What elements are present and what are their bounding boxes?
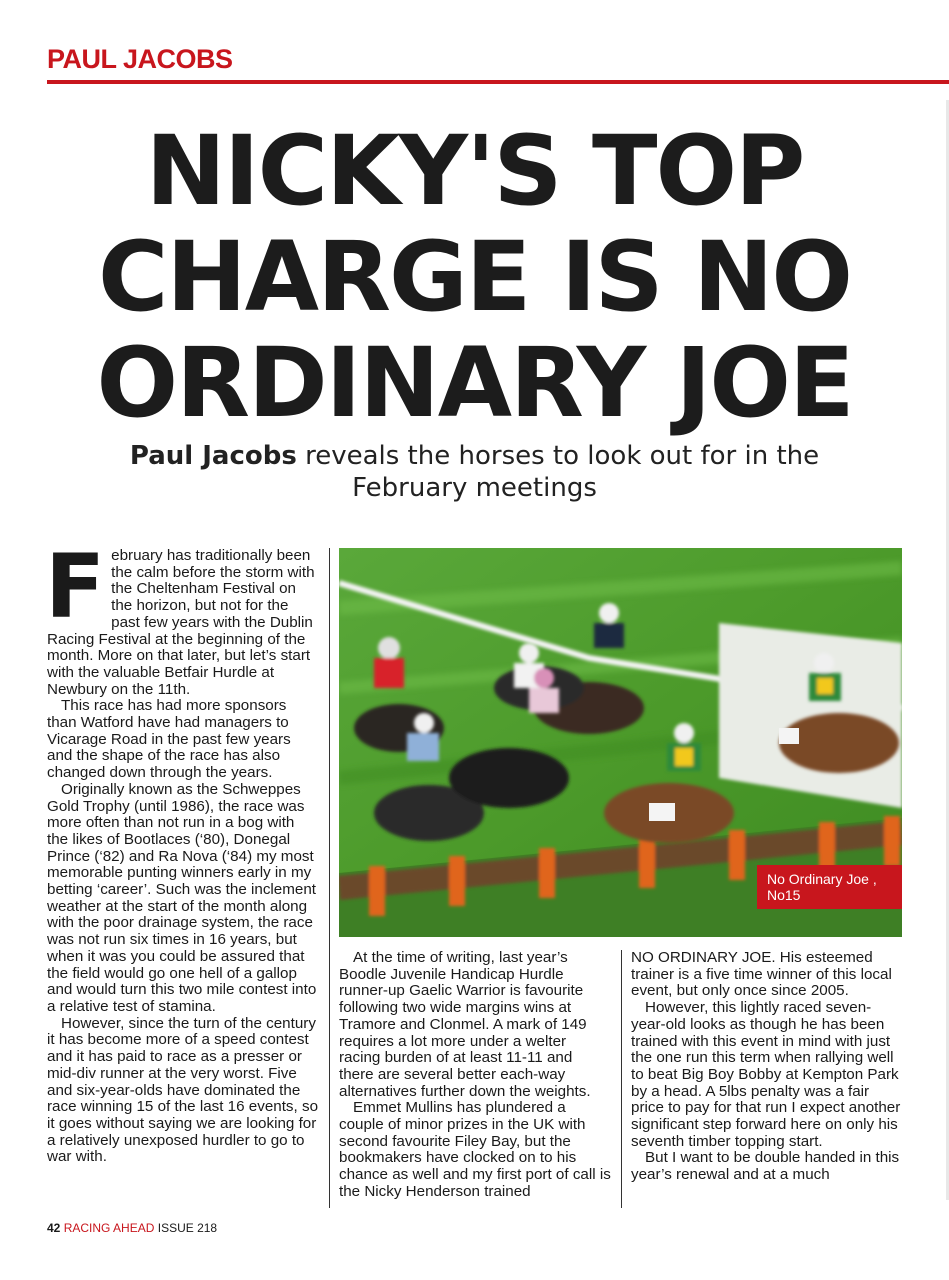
- page-number: 42: [47, 1221, 61, 1235]
- headline: [0, 115, 949, 439]
- standfirst-text: reveals the horses to look out for in the February meetings: [296, 441, 820, 503]
- column-divider-1: [329, 548, 330, 1208]
- drop-cap: F: [45, 535, 106, 638]
- photo-caption: No Ordinary Joe , No15: [757, 865, 902, 909]
- headline-line-2: CHARGE IS NO: [97, 221, 852, 333]
- headline-line-3: ORDINARY JOE: [96, 327, 853, 439]
- headline-line-1: NICKY'S TOP: [145, 115, 804, 227]
- paragraph: Originally known as the Schweppes Gold Trophy (until 1986), the race was more often than not run in a bog with the likes of Bootlaces (‘80), Donegal Prince (‘82) and Ra Nova (‘84) my most memorable punting winners early in my betting ‘career’. Such was the inclement weather at the start of the month along with the poor drainage system, the race was not run six times in 16 years, but when it was you could be assured that the field would go one hell of a gallop and would turn this two mile contest into a relative test of stamina.: [47, 780, 317, 1015]
- magazine-name: RACING AHEAD: [63, 1221, 155, 1235]
- author-tag: PAUL JACOBS: [47, 44, 233, 74]
- header-rule: [47, 80, 949, 84]
- article-column-1: [45, 535, 319, 1166]
- issue-number: ISSUE 218: [157, 1221, 218, 1235]
- standfirst-author: Paul Jacobs: [129, 441, 297, 471]
- page-footer: [47, 1221, 217, 1235]
- column-divider-2: [621, 950, 622, 1208]
- paragraph: This race has had more sponsors than Watford have had managers to Vicarage Road in the past few years and the shape of the race has also changed down through the years.: [47, 697, 291, 782]
- paragraph: ebruary has traditionally been the calm before the storm with the Cheltenham Festival on the horizon, but not for the past few years with the Dublin Racing Festival at the beginning of the month. More on that later, but let’s start with the valuable Betfair Hurdle at Newbury on the 11th.: [47, 547, 315, 698]
- paragraph: At the time of writing, last year’s Boodle Juvenile Handicap Hurdle runner-up Gaelic Warrior is favourite following two wide margins wins at Tramore and Clonmel. A mark of 149 requires a lot more under a welter racing burden of at least 11-11 and there are several better each-way alternatives further down the weights.: [339, 949, 591, 1100]
- paragraph: But I want to be double handed in this year’s renewal and at a much: [631, 1149, 900, 1184]
- article-column-3: [631, 950, 903, 1184]
- paragraph: However, since the turn of the century it has become more of a speed contest and it has paid to race as a presser or mid-div runner at the very worst. Five and six-year-olds have dominated the race winning 15 of the last 16 events, so it goes without saying we are looking for a relatively unexposed hurdler to go to war with.: [47, 1014, 319, 1166]
- race-photo: [339, 548, 902, 937]
- paragraph: NO ORDINARY JOE. His esteemed trainer is a five time winner of this local event, but only once since 2005.: [631, 949, 892, 1000]
- article-column-2: [339, 950, 611, 1201]
- paragraph: However, this lightly raced seven-year-old looks as though he has been trained with this event in mind with just the one run this term when rallying well to beat Big Boy Bobby at Kempton Park by a head. A 5lbs penalty was a fair price to pay for that run I expect another significant step forward here on only his seventh timber topping start.: [631, 999, 901, 1150]
- paragraph: Emmet Mullins has plundered a couple of minor prizes in the UK with second favourite Filey Bay, but the bookmakers have clocked on to his chance as well and my first port of call is the Nicky Henderson trained: [339, 1099, 611, 1200]
- standfirst: [100, 440, 849, 504]
